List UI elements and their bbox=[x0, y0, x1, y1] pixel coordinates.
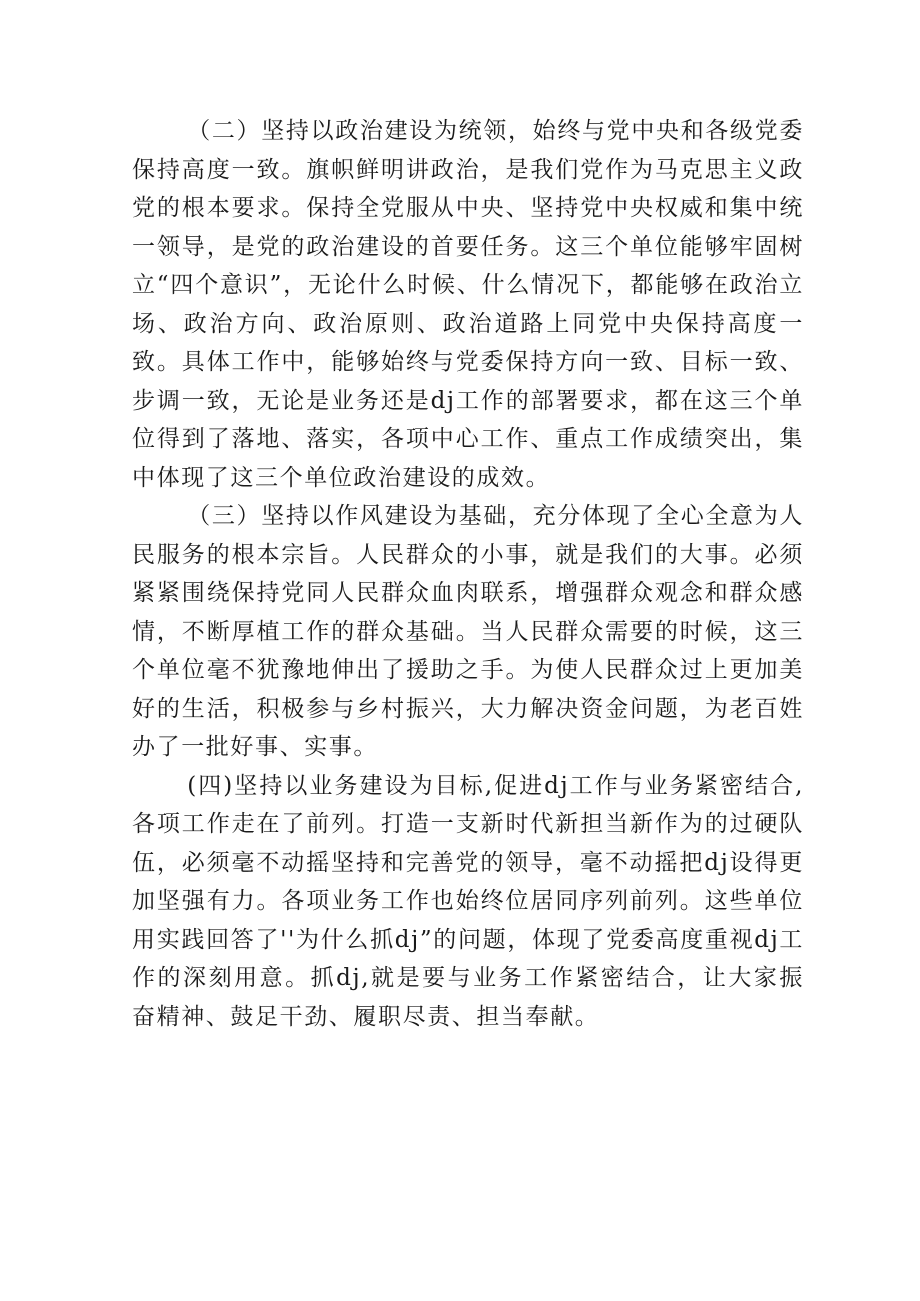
paragraph-section-2: （二）坚持以政治建设为统领，始终与党中央和各级党委保持高度一致。旗帜鲜明讲政治，是我们党作为马克思主义政党的根本要求。保持全党服从中央、坚持党中央权威和集中统一领导，是党的政治建设的首要任务。这三个单位能够牢固树立“四个意识”，无论什么时候、什么情况下，都能够在政治立场、政治方向、政治原则、政治道路上同党中央保持高度一致。具体工作中，能够始终与党委保持方向一致、目标一致、步调一致，无论是业务还是dj工作的部署要求，都在这三个单位得到了落地、落实，各项中心工作、重点工作成绩突出，集中体现了这三个单位政治建设的成效。 bbox=[132, 118, 804, 491]
paragraph-section-4: (四)坚持以业务建设为目标,促进dj工作与业务紧密结合,各项工作走在了前列。打造一支新时代新担当新作为的过硬队伍，必须毫不动摇坚持和完善党的领导，毫不动摇把dj设得更加坚强有力。各项业务工作也始终位居同序列前列。这些单位用实践回答了''为什么抓dj”的问题，体现了党委高度重视dj工作的深刻用意。抓dj,就是要与业务工作紧密结合，让大家振奋精神、鼓足干劲、履职尽责、担当奉献。 bbox=[132, 772, 804, 1030]
paragraph-section-3: （三）坚持以作风建设为基础，充分体现了全心全意为人民服务的根本宗旨。人民群众的小事，就是我们的大事。必须紧紧围绕保持党同人民群众血肉联系，增强群众观念和群众感情，不断厚植工作的群众基础。当人民群众需要的时候，这三个单位毫不犹豫地伸出了援助之手。为使人民群众过上更加美好的生活，积极参与乡村振兴，大力解决资金问题，为老百姓办了一批好事、实事。 bbox=[132, 503, 804, 760]
document-body bbox=[132, 112, 804, 1036]
